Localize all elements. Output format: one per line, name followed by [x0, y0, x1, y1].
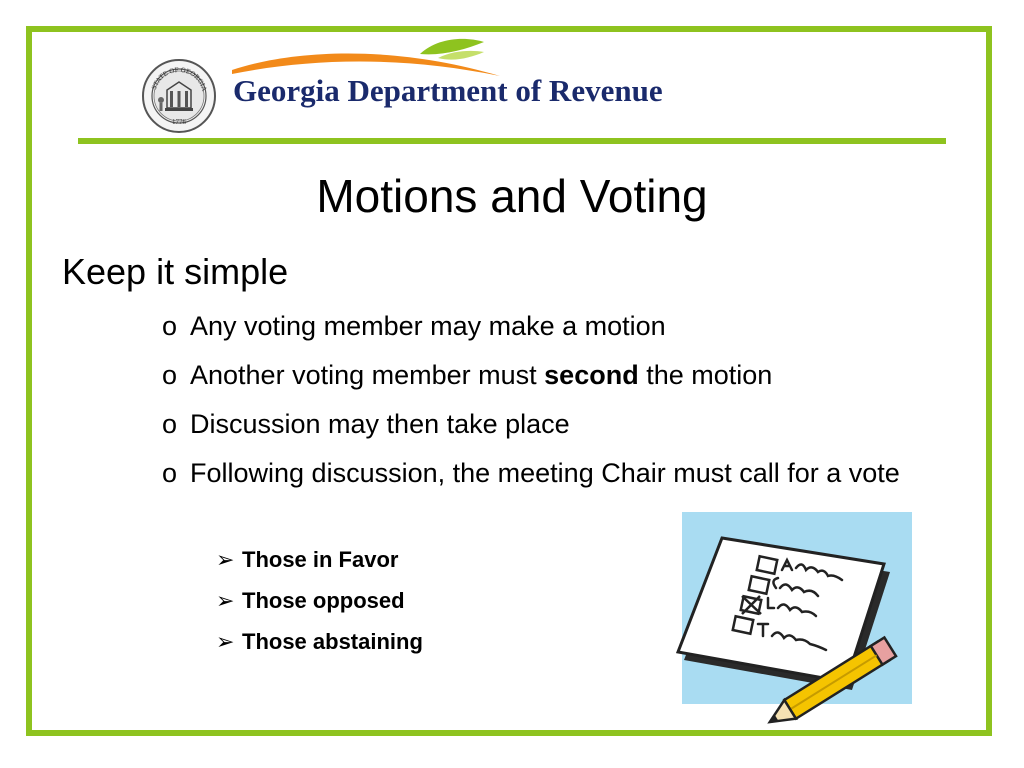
bullet-text: Another voting member must: [190, 360, 545, 390]
sub-bullet-list: [216, 546, 423, 669]
arrow-bullet-icon: ➢: [216, 629, 235, 654]
sub-bullet-item: [216, 546, 423, 574]
bullet-marker: o: [162, 360, 178, 390]
sub-bullet-text: Those opposed: [242, 588, 405, 613]
bullet-marker: o: [162, 409, 178, 439]
org-name: Georgia Department of Revenue: [233, 73, 663, 108]
sub-bullet-text: Those in Favor: [242, 547, 399, 572]
bullet-item: [162, 457, 952, 489]
bullet-text: Discussion may then take place: [190, 409, 570, 439]
sub-bullet-item: [216, 587, 423, 615]
arrow-bullet-icon: ➢: [216, 547, 235, 572]
header-rule: [78, 138, 946, 144]
seal-text: STATE OF GEORGIA: [149, 65, 209, 93]
bullet-marker: o: [162, 458, 178, 488]
bullet-item: [162, 359, 952, 391]
sub-bullet-text: Those abstaining: [242, 629, 423, 654]
sub-bullet-item: [216, 628, 423, 656]
bullet-text: Any voting member may make a motion: [190, 311, 666, 341]
slide-title: Motions and Voting: [316, 170, 708, 222]
bullet-list: [162, 310, 952, 506]
bullet-emphasis: second: [544, 360, 639, 390]
bullet-item: [162, 310, 952, 342]
ballot-checklist-pencil-icon: [662, 512, 912, 724]
bullet-text: the motion: [638, 360, 773, 390]
bullet-text: Following discussion, the meeting Chair must call for a vote: [190, 458, 900, 488]
bullet-marker: o: [162, 311, 178, 341]
arrow-bullet-icon: ➢: [216, 588, 235, 613]
seal-year: 1776: [172, 118, 186, 126]
bullet-item: [162, 408, 952, 440]
georgia-seal-icon: [141, 58, 217, 134]
slide-heading: Keep it simple: [62, 251, 289, 292]
